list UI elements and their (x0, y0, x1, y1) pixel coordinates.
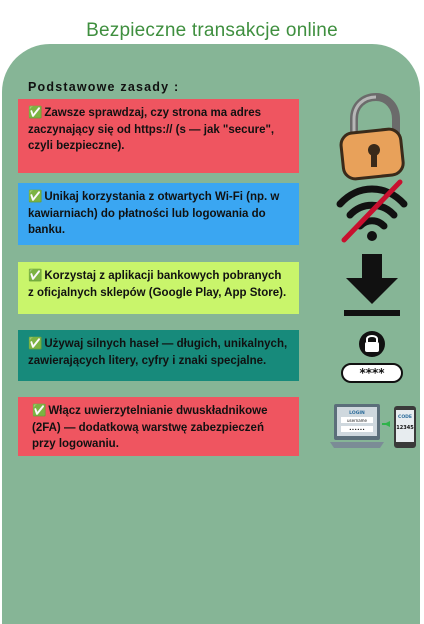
page-title: Bezpieczne transakcje online (86, 20, 338, 41)
password-lock-icon (338, 330, 406, 386)
check-icon: ✅ (28, 107, 43, 119)
rule-card-passwords (18, 330, 299, 381)
check-icon: ✅ (28, 270, 43, 282)
code-title-text: CODE (398, 415, 412, 420)
login-password-dots: •••••• (349, 428, 365, 433)
rule-text: Włącz uwierzytelnianie dwuskładnikowe (2FA) — dodatkową warstwę zabezpieczeń przy logowaniu. (32, 405, 268, 451)
download-icon (340, 252, 404, 318)
check-icon: ✅ (32, 405, 47, 417)
rule-card-https (18, 99, 299, 173)
check-icon: ✅ (28, 338, 43, 350)
rule-card-apps (18, 262, 299, 314)
rule-text: Unikaj korzystania z otwartych Wi-Fi (np. w kawiarniach) do płatności lub logowania do banku. (28, 191, 280, 237)
two-factor-icon (330, 402, 420, 452)
wifi-crossed-icon (334, 178, 410, 244)
code-value-text: 12345 (396, 425, 414, 431)
rule-card-wifi (18, 183, 299, 245)
rule-text: Zawsze sprawdzaj, czy strona ma adres zaczynający się od https:// (s — jak "secure", czyli bezpieczne). (28, 107, 275, 153)
check-icon: ✅ (28, 191, 43, 203)
rule-text: Korzystaj z aplikacji bankowych pobranych z oficjalnych sklepów (Google Play, App Store). (28, 270, 287, 299)
password-mask-text: **** (359, 366, 385, 380)
login-username-text: username (347, 418, 367, 423)
rule-card-2fa (18, 397, 299, 456)
rule-text: Używaj silnych haseł — długich, unikalnych, zawierających litery, cyfry i znaki specjalne. (28, 338, 288, 367)
padlock-icon (338, 93, 406, 181)
section-subtitle: Podstawowe zasady : (28, 80, 180, 94)
login-title-text: LOGIN (349, 411, 365, 416)
